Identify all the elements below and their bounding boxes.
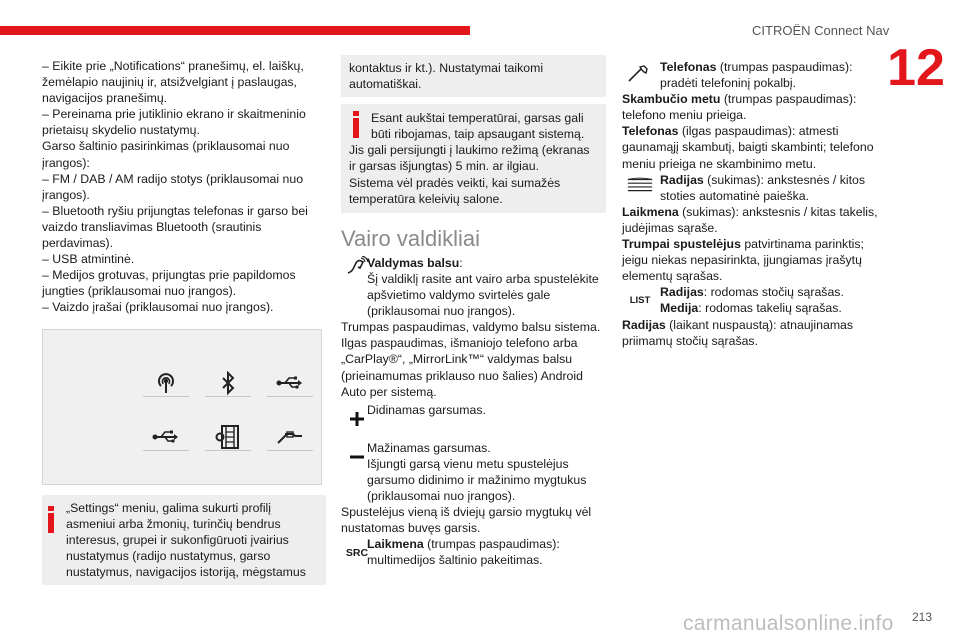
list-item: LIST Radijas: rodomas stočių sąrašas. Medija: rodomas takelių sąrašas. bbox=[622, 284, 882, 316]
info-icon bbox=[353, 118, 359, 138]
text-line: – FM / DAB / AM radijo stotys (priklausomai nuo įrangos). bbox=[42, 171, 304, 202]
info-icon bbox=[48, 513, 54, 533]
text-line: Trumpas paspaudimas, valdymo balsu sistema. bbox=[341, 320, 601, 335]
text-line: Garso šaltinio pasirinkimas (priklausomai nuo įrangos): bbox=[42, 139, 290, 170]
usb-icon bbox=[151, 422, 181, 452]
minus-icon bbox=[343, 446, 371, 468]
phone-item: Telefonas (trumpas paspaudimas): pradėti telefoninį pokalbį. bbox=[622, 59, 882, 91]
info-text: Esant aukštai temperatūrai, garsas gali būti ribojamas, taip apsaugant sistemą. bbox=[371, 111, 585, 142]
column-2 bbox=[341, 55, 606, 568]
source-item: SRC Laikmena (trumpas paspaudimas): multimedijos šaltinio pakeitimas. bbox=[341, 536, 606, 568]
src-label: Laikmena bbox=[367, 537, 424, 552]
section-title: Vairo valdikliai bbox=[341, 225, 480, 251]
text-line: – USB atmintinė. bbox=[42, 252, 135, 267]
bluetooth-icon bbox=[213, 368, 243, 398]
watermark: carmanualsonline.info bbox=[683, 612, 894, 635]
info-box bbox=[42, 495, 326, 585]
text-line: – Medijos grotuvas, prijungtas prie papildomos jungties (priklausomai nuo įrangos). bbox=[42, 268, 296, 299]
scroll-wheel-icon bbox=[626, 175, 654, 197]
src-button-icon: SRC bbox=[345, 547, 369, 560]
text-line: Mažinamas garsumas. bbox=[367, 440, 491, 455]
info-text: „Settings“ meniu, galima sukurti profilį asmeniui arba žmonių, turinčių bendrus interesus, grupei ir sukonfigūruoti įvairius nustatymus (radijo nustatymus, garso nustatymus, navigacijos istoriją, mėgstamus bbox=[66, 500, 306, 579]
chapter-number: 12 bbox=[887, 39, 945, 97]
phone-handset-icon bbox=[624, 63, 652, 85]
column-1 bbox=[42, 58, 326, 585]
text-line: Spustelėjus vieną iš dviejų garsio mygtukų vėl nustatomas buvęs garsis. bbox=[341, 505, 592, 536]
video-film-icon bbox=[213, 422, 243, 452]
list-button-icon: LIST bbox=[629, 295, 651, 307]
info-text: Jis gali persijungti į laukimo režimą (ekranas ir garsas išjungtas) 5 min. ar ilgiau. bbox=[349, 143, 590, 174]
radio-rotate-item: Radijas (sukimas): ankstesnės / kitos stoties automatinė paieška. bbox=[622, 172, 882, 204]
column-3: Telefonas (trumpas paspaudimas): pradėti telefoninį pokalbį. Skambučio metu (trumpas paspaudimas): telefono meniu prieiga. Telefonas (ilgas paspaudimas): atmesti gaunamąjį skambutį, baigti skambinti; telefono meniu prieiga ne skambinimo metu. Radijas (sukimas): ankstesnės / kitos stoties automatinė paieška. Laikmena (sukimas): ankstesnis / kitas takelis, judėjimas sąraše. Trumpai spustelėjus patvirtinama parinktis; jeigu niekas nepasirinkta, įjungiamas įrašytų elementų sąrašas. LIST Radijas: rodomas stočių sąrašas. Medija: rodomas takelių sąrašas. Radijas (laikant nuspaustą): atnaujinamas priimamų stočių sąrašas. bbox=[622, 59, 882, 349]
page-number: 213 bbox=[912, 610, 933, 624]
info-text: Sistema vėl pradės veikti, kai sumažės temperatūra keleivių salone. bbox=[349, 175, 561, 206]
text-line: – Eikite prie „Notifications“ pranešimų, el. laiškų, žemėlapio naujinių ir, atsižvelgiant į paslaugas, navigacijos pranešimų. bbox=[42, 59, 304, 106]
voice-label: Valdymas balsu bbox=[367, 255, 460, 270]
top-accent-bar bbox=[0, 26, 470, 35]
text-line: – Pereinama prie jutiklinio ekrano ir skaitmeninio prietaisų skydelio nustatymų. bbox=[42, 107, 306, 138]
radio-tower-icon bbox=[151, 368, 181, 398]
plus-icon bbox=[343, 408, 371, 430]
text-line: Ilgas paspaudimas, išmaniojo telefono arba „CarPlay®“, „MirrorLink™“ valdymas balsu (prieinamumas priklauso nuo šalies) Android Auto per sistemą. bbox=[341, 336, 583, 399]
aux-jack-icon bbox=[275, 422, 305, 452]
info-box bbox=[341, 104, 606, 213]
volume-up-item bbox=[341, 402, 606, 432]
voice-command-icon bbox=[343, 255, 371, 277]
source-icons-illustration bbox=[42, 329, 322, 485]
text-line: Didinamas garsumas. bbox=[367, 402, 486, 417]
usb-icon bbox=[275, 368, 305, 398]
text-line: – Vaizdo įrašai (priklausomai nuo įrangos). bbox=[42, 300, 274, 315]
voice-control-item: Valdymas balsu: Šį valdiklį rasite ant vairo arba spustelėkite apšvietimo valdymo svirtelės gale (priklausomai nuo įrangos). Trumpas paspaudimas, valdymo balsu sistema. Ilgas paspaudimas, išmaniojo telefono arba „CarPlay®“, „MirrorLink™“ valdymas balsu (prieinamumas priklauso nuo šalies) Android Auto per sistemą. bbox=[341, 255, 606, 400]
text-line: – Bluetooth ryšiu prijungtas telefonas ir garso bei vaizdo transliavimas Bluetooth (srautinis perdavimas). bbox=[42, 203, 308, 251]
text-line: Išjungti garsą vienu metu spustelėjus garsumo didinimo ir mažinimo mygtukus (priklausomai nuo įrangos). bbox=[367, 456, 587, 503]
continued-box bbox=[341, 55, 606, 97]
text-line: Šį valdiklį rasite ant vairo arba spustelėkite apšvietimo valdymo svirtelės gale (priklausomai nuo įrangos). bbox=[367, 271, 599, 319]
info-text: kontaktus ir kt.). Nustatymai taikomi automatiškai. bbox=[349, 61, 544, 92]
running-header: CITROËN Connect Nav bbox=[752, 23, 890, 38]
volume-down-item bbox=[341, 440, 606, 537]
